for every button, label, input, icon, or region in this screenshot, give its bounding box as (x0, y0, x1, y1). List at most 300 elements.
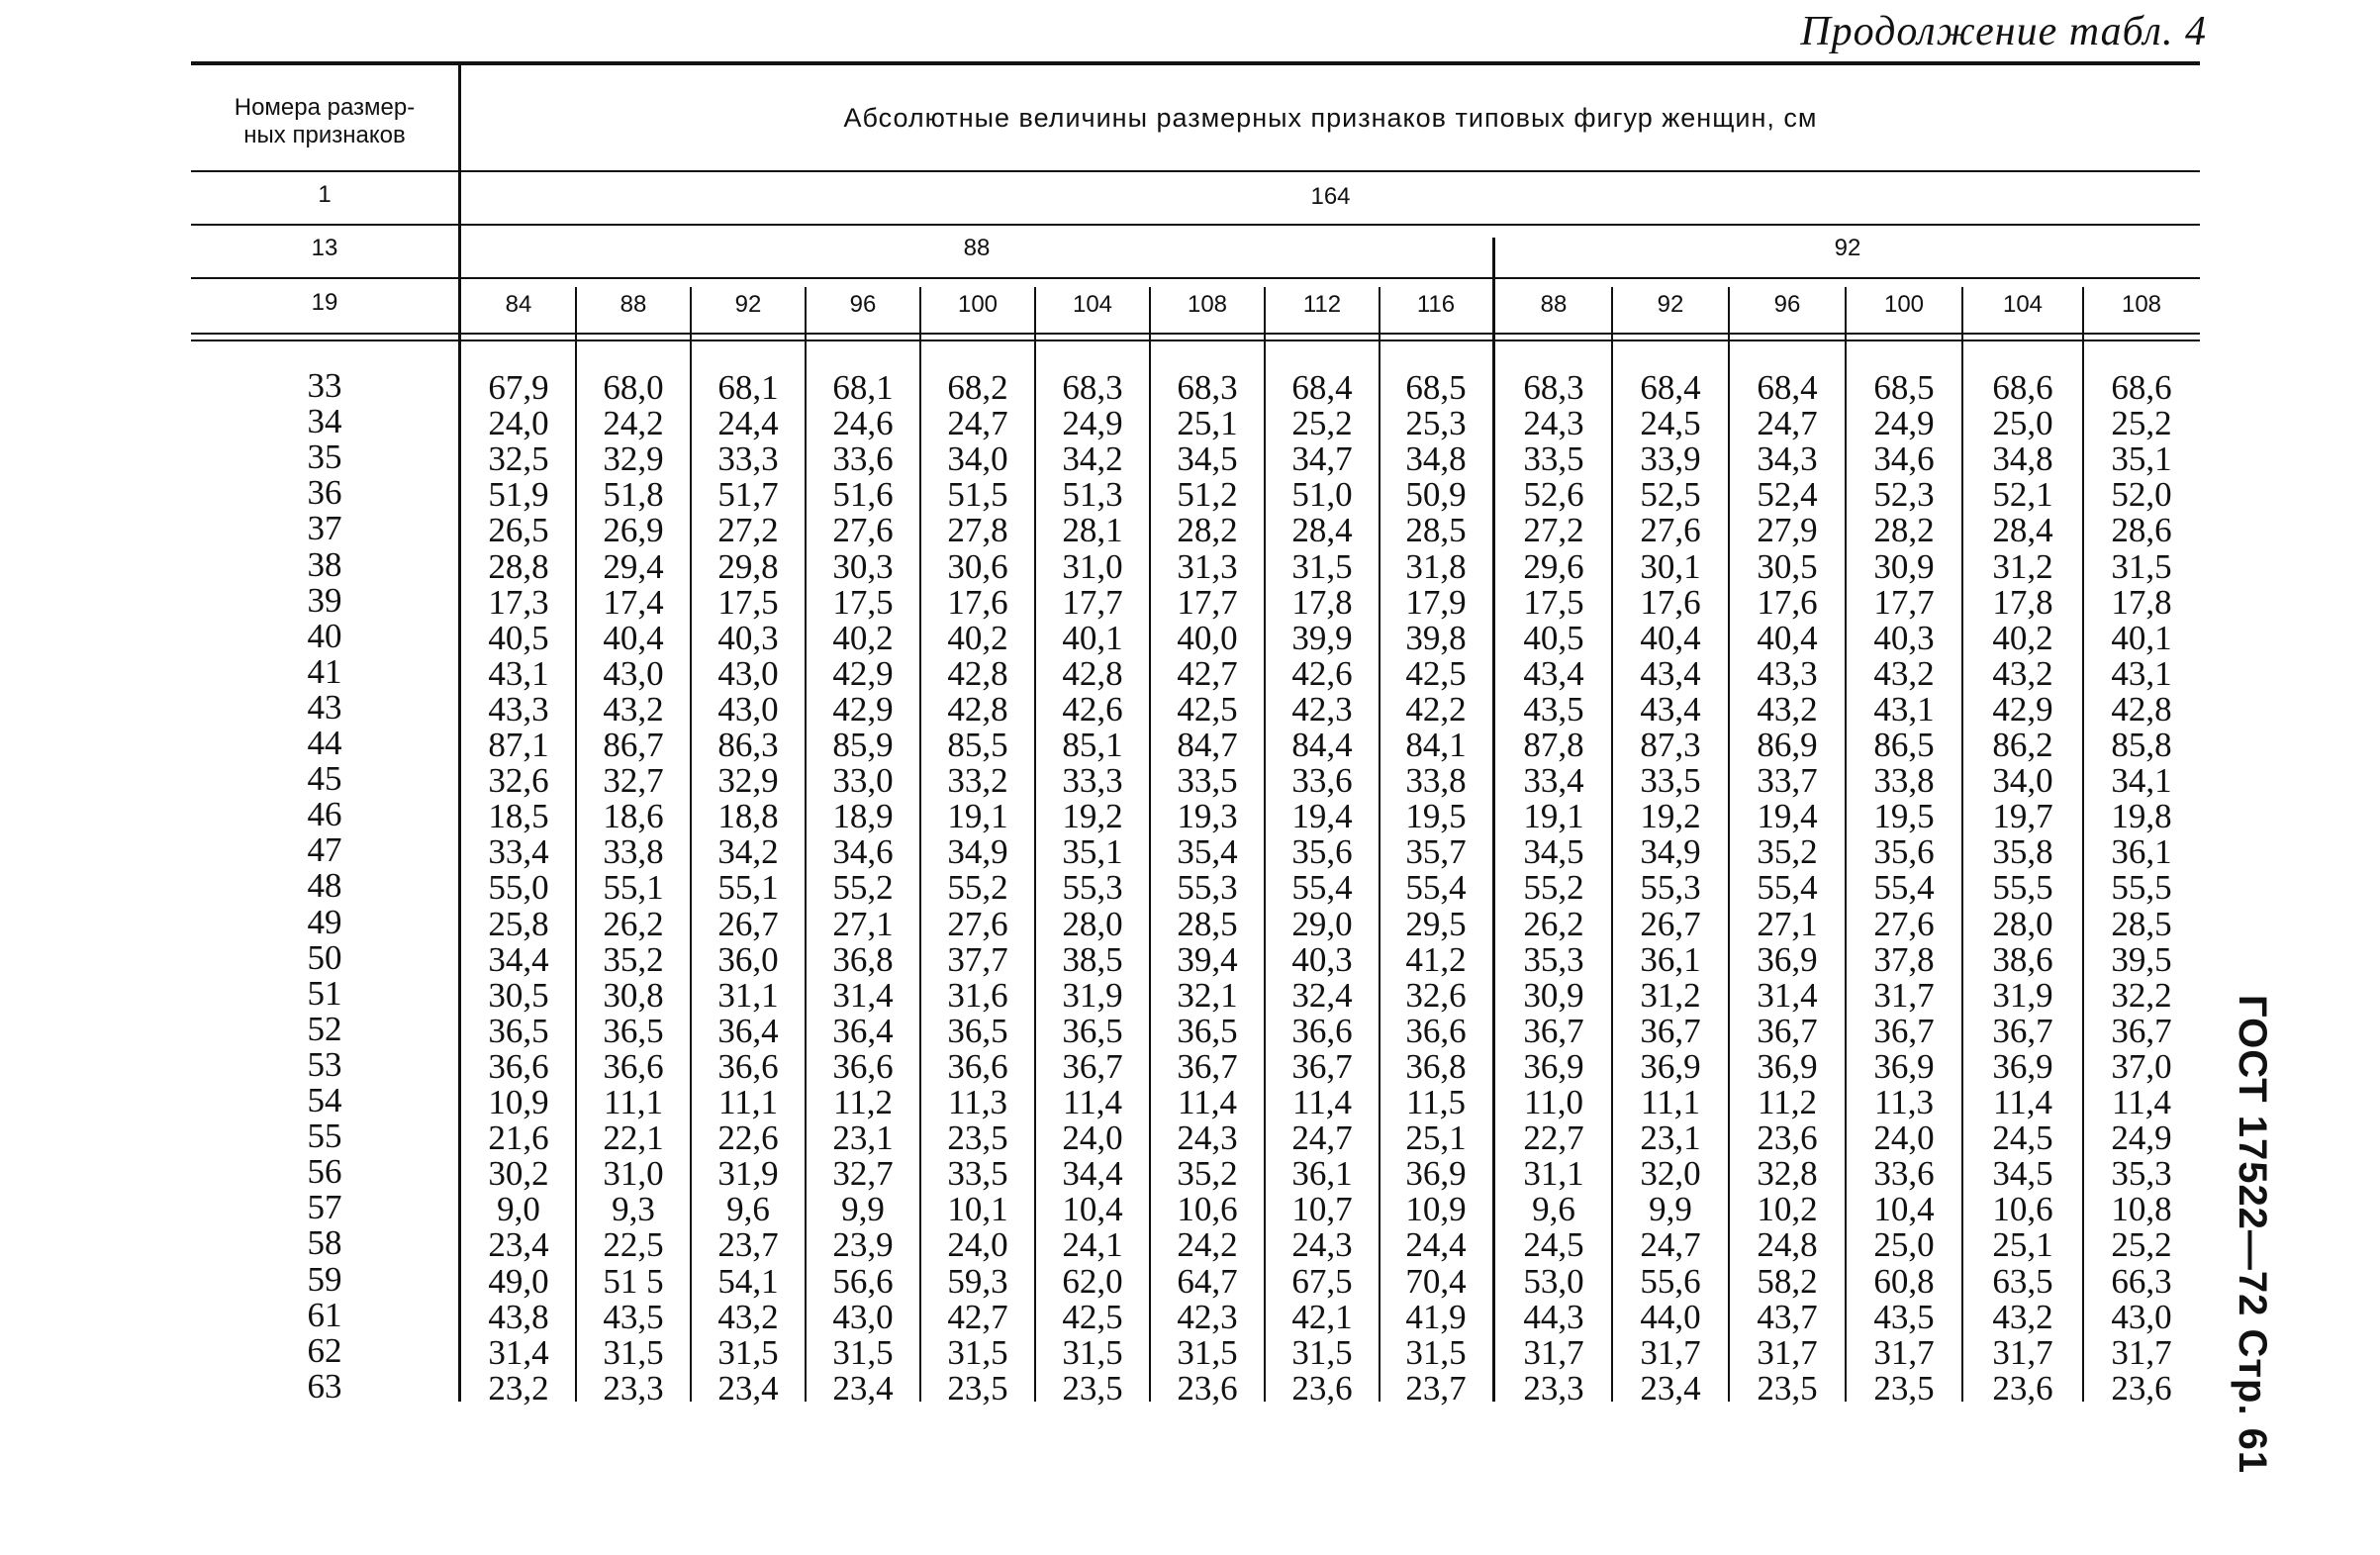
table-cell: 33,7 (1757, 761, 1818, 801)
table-cell: 68,1 (832, 368, 894, 407)
table-cell: 36,5 (1177, 1011, 1238, 1050)
table-cell: 11,0 (1524, 1083, 1583, 1121)
table-cell: 53,0 (1523, 1261, 1584, 1301)
table-cell: 27,1 (832, 904, 894, 943)
table-cell: 24,2 (1177, 1225, 1238, 1265)
table-cell: 36,9 (1405, 1154, 1467, 1194)
table-cell: 31,9 (1992, 975, 2053, 1015)
table-cell: 85,1 (1062, 726, 1123, 764)
table-cell: 18,5 (488, 797, 549, 836)
table-cell: 17,3 (488, 582, 549, 622)
table-cell: 38,6 (1992, 939, 2053, 979)
table-cell: 52,0 (2111, 475, 2172, 515)
table-cell: 26,2 (603, 904, 664, 943)
table-cell: 40,5 (1523, 618, 1584, 657)
table-cell: 31,5 (717, 1332, 779, 1372)
table-cell: 51 5 (603, 1261, 664, 1301)
table-cell: 26,9 (603, 511, 664, 550)
table-cell: 11,4 (1292, 1083, 1352, 1121)
table-cell: 25,3 (1405, 404, 1467, 443)
table-cell: 86,9 (1757, 726, 1818, 764)
table-cell: 31,5 (1291, 546, 1353, 586)
table-cell: 24,3 (1291, 1225, 1353, 1265)
table-cell: 31,4 (1757, 975, 1818, 1015)
table-cell: 59,3 (947, 1261, 1008, 1301)
table-cell: 24,2 (603, 404, 664, 443)
table-cell: 23,6 (1757, 1118, 1818, 1158)
table-cell: 19,4 (1757, 797, 1818, 836)
table-cell: 31,7 (1992, 1332, 2053, 1372)
table-cell: 10,9 (488, 1083, 549, 1121)
table-cell: 33,0 (832, 761, 894, 801)
column-header: 112 (1302, 291, 1342, 318)
table-cell: 38,5 (1062, 939, 1123, 979)
table-cell: 43,3 (1757, 653, 1818, 693)
table-cell: 17,5 (832, 582, 894, 622)
table-cell: 36,4 (832, 1011, 894, 1050)
table-cell: 62,0 (1062, 1261, 1123, 1301)
table-cell: 27,8 (947, 511, 1008, 550)
table-cell: 40,2 (947, 618, 1008, 657)
table-cell: 28,5 (1405, 511, 1467, 550)
table-cell: 40,3 (717, 618, 779, 657)
table-cell: 40,3 (1291, 939, 1353, 979)
table-cell: 86,5 (1873, 726, 1935, 764)
table-cell: 31,3 (1177, 546, 1238, 586)
table-cell: 27,9 (1757, 511, 1818, 550)
table-cell: 36,9 (1523, 1046, 1584, 1086)
table-cell: 23,1 (832, 1118, 894, 1158)
table-cell: 85,8 (2111, 726, 2172, 764)
table-cell: 27,6 (832, 511, 894, 550)
table-cell: 33,5 (1177, 761, 1238, 801)
table-cell: 43,2 (1992, 1297, 2053, 1336)
table-cell: 26,2 (1523, 904, 1584, 943)
table-cell: 23,7 (1405, 1368, 1467, 1408)
table-cell: 35,3 (2111, 1154, 2172, 1194)
table-cell: 22,6 (717, 1118, 779, 1158)
row-number: 51 (307, 973, 342, 1013)
table-cell: 68,4 (1757, 368, 1818, 407)
table-cell: 87,8 (1523, 726, 1584, 764)
table-cell: 29,8 (717, 546, 779, 586)
table-cell: 11,4 (1063, 1083, 1122, 1121)
row-number: 57 (307, 1188, 342, 1227)
table-cell: 10,1 (947, 1190, 1008, 1229)
table-cell: 32,5 (488, 439, 549, 479)
table-cell: 11,4 (1178, 1083, 1237, 1121)
table-cell: 27,6 (1640, 511, 1701, 550)
main-title: Абсолютные величины размерных признаков типовых фигур женщин, см (843, 103, 1818, 133)
table-cell: 10,6 (1177, 1190, 1238, 1229)
table-cell: 35,7 (1405, 832, 1467, 872)
table-cell: 36,6 (1405, 1011, 1467, 1050)
table-cell: 43,2 (1873, 653, 1935, 693)
column-header: 100 (1883, 291, 1925, 318)
row-number: 56 (307, 1152, 342, 1192)
table-cell: 11,5 (1406, 1083, 1466, 1121)
table-cell: 68,5 (1873, 368, 1935, 407)
table-cell: 55,0 (488, 868, 549, 908)
table-cell: 36,9 (1640, 1046, 1701, 1086)
table-cell: 40,2 (832, 618, 894, 657)
table-cell: 42,8 (1062, 653, 1123, 693)
table-cell: 54,1 (717, 1261, 779, 1301)
table-cell: 58,2 (1757, 1261, 1818, 1301)
table-cell: 27,6 (947, 904, 1008, 943)
table-cell: 36,7 (1523, 1011, 1584, 1050)
table-cell: 31,0 (1062, 546, 1123, 586)
row-number: 53 (307, 1044, 342, 1084)
table-cell: 17,9 (1405, 582, 1467, 622)
table-cell: 35,3 (1523, 939, 1584, 979)
table-cell: 34,5 (1523, 832, 1584, 872)
table-cell: 24,0 (1062, 1118, 1123, 1158)
table-cell: 10,4 (1062, 1190, 1123, 1229)
table-cell: 42,8 (947, 653, 1008, 693)
table-cell: 23,4 (1640, 1368, 1701, 1408)
table-cell: 18,9 (832, 797, 894, 836)
table-cell: 43,2 (1992, 653, 2053, 693)
table-cell: 37,8 (1873, 939, 1935, 979)
table-cell: 36,7 (1873, 1011, 1935, 1050)
row-number: 62 (307, 1330, 342, 1370)
table-cell: 40,0 (1177, 618, 1238, 657)
table-cell: 43,0 (2111, 1297, 2172, 1336)
row-number: 47 (307, 830, 342, 870)
table-cell: 31,4 (832, 975, 894, 1015)
table-cell: 33,4 (488, 832, 549, 872)
table-cell: 67,9 (488, 368, 549, 407)
table-cell: 43,5 (1523, 689, 1584, 729)
table-cell: 24,4 (717, 404, 779, 443)
row-label-title: Номера размер- ных признаков (234, 94, 416, 148)
table-cell: 27,2 (717, 511, 779, 550)
header-rule (191, 340, 2200, 341)
table-cell: 24,9 (1062, 404, 1123, 443)
table-cell: 55,5 (2111, 868, 2172, 908)
table-cell: 29,0 (1291, 904, 1353, 943)
table-cell: 68,3 (1062, 368, 1123, 407)
table-cell: 36,9 (1992, 1046, 2053, 1086)
table-cell: 34,0 (1992, 761, 2053, 801)
row-number: 54 (307, 1081, 342, 1119)
table-cell: 40,2 (1992, 618, 2053, 657)
table-cell: 33,5 (947, 1154, 1008, 1194)
table-cell: 35,8 (1992, 832, 2053, 872)
table-cell: 23,1 (1640, 1118, 1701, 1158)
row-number: 43 (307, 687, 342, 727)
table-cell: 9,0 (497, 1190, 540, 1229)
table-cell: 36,7 (2111, 1011, 2172, 1050)
table-cell: 33,4 (1523, 761, 1584, 801)
table-cell: 23,4 (832, 1368, 894, 1408)
table-cell: 44,3 (1523, 1297, 1584, 1336)
table-cell: 28,1 (1062, 511, 1123, 550)
table-cell: 31,5 (947, 1332, 1008, 1372)
table-cell: 42,7 (1177, 653, 1238, 693)
table-cell: 43,4 (1640, 653, 1701, 693)
table-cell: 31,6 (947, 975, 1008, 1015)
table-cell: 24,0 (1873, 1118, 1935, 1158)
table-cell: 19,5 (1405, 797, 1467, 836)
table-cell: 10,7 (1291, 1190, 1353, 1229)
table-cell: 10,9 (1405, 1190, 1467, 1229)
table-cell: 11,2 (833, 1083, 893, 1121)
height-value: 164 (1310, 183, 1351, 210)
table-cell: 27,1 (1757, 904, 1818, 943)
top-rule (191, 61, 2200, 65)
table-cell: 33,3 (1062, 761, 1123, 801)
table-cell: 31,7 (1873, 1332, 1935, 1372)
table-cell: 9,6 (726, 1190, 770, 1229)
table-cell: 42,6 (1062, 689, 1123, 729)
table-cell: 34,8 (1405, 439, 1467, 479)
table-cell: 84,4 (1291, 726, 1353, 764)
table-cell: 28,8 (488, 546, 549, 586)
table-cell: 26,5 (488, 511, 549, 550)
table-cell: 36,6 (488, 1046, 549, 1086)
table-cell: 32,9 (717, 761, 779, 801)
table-cell: 31,9 (717, 1154, 779, 1194)
table-cell: 23,5 (1062, 1368, 1123, 1408)
table-cell: 28,5 (1177, 904, 1238, 943)
table-cell: 34,6 (832, 832, 894, 872)
table-cell: 40,1 (2111, 618, 2172, 657)
table-cell: 68,2 (947, 368, 1008, 407)
row-number: 48 (307, 866, 342, 906)
table-cell: 17,6 (1640, 582, 1701, 622)
table-cell: 24,9 (2111, 1118, 2172, 1158)
table-cell: 64,7 (1177, 1261, 1238, 1301)
table-cell: 36,5 (947, 1011, 1008, 1050)
table-cell: 24,7 (1757, 404, 1818, 443)
table-cell: 43,5 (1873, 1297, 1935, 1336)
table-cell: 31,5 (1177, 1332, 1238, 1372)
table-cell: 36,9 (1757, 939, 1818, 979)
table-cell: 31,7 (1523, 1332, 1584, 1372)
table-cell: 52,4 (1757, 475, 1818, 515)
table-cell: 42,5 (1405, 653, 1467, 693)
table-cell: 9,9 (1649, 1190, 1692, 1229)
table-cell: 27,6 (1873, 904, 1935, 943)
table-cell: 31,4 (488, 1332, 549, 1372)
table-cell: 34,4 (488, 939, 549, 979)
table-cell: 36,6 (947, 1046, 1008, 1086)
table-cell: 32,6 (488, 761, 549, 801)
table-cell: 30,8 (603, 975, 664, 1015)
row-number: 46 (307, 795, 342, 834)
table-cell: 36,5 (488, 1011, 549, 1050)
table-cell: 84,7 (1177, 726, 1238, 764)
table-cell: 33,3 (717, 439, 779, 479)
table-cell: 85,9 (832, 726, 894, 764)
table-cell: 17,8 (1992, 582, 2053, 622)
table-cell: 42,7 (947, 1297, 1008, 1336)
table-cell: 43,3 (488, 689, 549, 729)
row-number: 34 (307, 402, 342, 441)
table-cell: 36,6 (603, 1046, 664, 1086)
table-cell: 36,7 (1992, 1011, 2053, 1050)
table-cell: 36,6 (832, 1046, 894, 1086)
table-cell: 43,7 (1757, 1297, 1818, 1336)
table-cell: 55,3 (1640, 868, 1701, 908)
table-cell: 87,1 (488, 726, 549, 764)
table-cell: 31,7 (1757, 1332, 1818, 1372)
table-cell: 43,4 (1523, 653, 1584, 693)
column-header: 92 (1657, 291, 1684, 318)
table-cell: 28,2 (1177, 511, 1238, 550)
table-cell: 24,7 (1291, 1118, 1353, 1158)
column-header: 92 (734, 291, 762, 318)
table-cell: 35,6 (1873, 832, 1935, 872)
table-cell: 25,8 (488, 904, 549, 943)
row-number: 50 (307, 937, 342, 977)
table-cell: 36,5 (1062, 1011, 1123, 1050)
row-number: 33 (307, 366, 342, 405)
table-cell: 18,6 (603, 797, 664, 836)
table-cell: 11,3 (948, 1083, 1007, 1121)
table-cell: 24,1 (1062, 1225, 1123, 1265)
table-cell: 36,1 (1291, 1154, 1353, 1194)
table-cell: 42,9 (832, 689, 894, 729)
feature-13-label: 13 (311, 235, 338, 261)
table-cell: 19,7 (1992, 797, 2053, 836)
header-rule (191, 333, 2200, 335)
table-cell: 60,8 (1873, 1261, 1935, 1301)
table-cell: 17,6 (1757, 582, 1818, 622)
table-cell: 26,7 (717, 904, 779, 943)
table-cell: 36,1 (1640, 939, 1701, 979)
table-cell: 28,2 (1873, 511, 1935, 550)
table-cell: 37,0 (2111, 1046, 2172, 1086)
table-cell: 25,1 (1177, 404, 1238, 443)
table-cell: 34,0 (947, 439, 1008, 479)
table-cell: 31,5 (603, 1332, 664, 1372)
table-cell: 33,5 (1640, 761, 1701, 801)
table-cell: 51,8 (603, 475, 664, 515)
column-header: 108 (2121, 291, 2162, 318)
table-cell: 27,2 (1523, 511, 1584, 550)
table-cell: 42,2 (1405, 689, 1467, 729)
table-cell: 31,5 (1405, 1332, 1467, 1372)
table-cell: 32,8 (1757, 1154, 1818, 1194)
table-cell: 21,6 (488, 1118, 549, 1158)
table-cell: 55,1 (603, 868, 664, 908)
table-cell: 17,4 (603, 582, 664, 622)
table-cell: 42,3 (1291, 689, 1353, 729)
table-cell: 55,3 (1177, 868, 1238, 908)
row-number: 59 (307, 1259, 342, 1299)
table-cell: 17,6 (947, 582, 1008, 622)
table-cell: 9,6 (1532, 1190, 1575, 1229)
table-cell: 43,0 (832, 1297, 894, 1336)
table-cell: 19,1 (947, 797, 1008, 836)
table-cell: 32,7 (832, 1154, 894, 1194)
table-cell: 30,5 (488, 975, 549, 1015)
group-b-value: 92 (1834, 235, 1861, 261)
table-cell: 34,7 (1291, 439, 1353, 479)
table-cell: 28,0 (1062, 904, 1123, 943)
table-cell: 43,0 (717, 689, 779, 729)
table-cell: 66,3 (2111, 1261, 2172, 1301)
table-cell: 68,0 (603, 368, 664, 407)
table-cell: 10,6 (1992, 1190, 2053, 1229)
table-cell: 22,7 (1523, 1118, 1584, 1158)
column-header: 104 (1072, 291, 1113, 318)
table-cell: 41,9 (1405, 1297, 1467, 1336)
table-cell: 11,2 (1758, 1083, 1817, 1121)
table-cell: 36,8 (832, 939, 894, 979)
header-rule (191, 277, 2200, 279)
table-cell: 17,5 (717, 582, 779, 622)
table-cell: 9,9 (841, 1190, 885, 1229)
header-rule (191, 170, 2200, 172)
table-cell: 24,5 (1992, 1118, 2053, 1158)
side-label: ГОСТ 17522—72 Стр. 61 (2231, 995, 2274, 1475)
table-cell: 29,6 (1523, 546, 1584, 586)
table-cell: 34,4 (1062, 1154, 1123, 1194)
row-number: 61 (307, 1295, 342, 1334)
table-cell: 17,8 (1291, 582, 1353, 622)
table-cell: 31,5 (2111, 546, 2172, 586)
table-cell: 32,9 (603, 439, 664, 479)
table-cell: 36,1 (2111, 832, 2172, 872)
table-cell: 42,9 (832, 653, 894, 693)
table-cell: 28,4 (1992, 511, 2053, 550)
header-rule (191, 224, 2200, 226)
table-cell: 68,3 (1523, 368, 1584, 407)
group-a-value: 88 (963, 235, 991, 261)
table-cell: 10,4 (1873, 1190, 1935, 1229)
column-header: 96 (849, 291, 877, 318)
table-cell: 25,0 (1992, 404, 2053, 443)
table-cell: 55,1 (717, 868, 779, 908)
table-cell: 43,1 (2111, 653, 2172, 693)
table-cell: 55,4 (1291, 868, 1353, 908)
table-cell: 23,5 (947, 1118, 1008, 1158)
table-cell: 34,3 (1757, 439, 1818, 479)
table-cell: 28,4 (1291, 511, 1353, 550)
table-cell: 87,3 (1640, 726, 1701, 764)
row-number: 38 (307, 544, 342, 584)
table-cell: 24,3 (1177, 1118, 1238, 1158)
table-cell: 35,1 (1062, 832, 1123, 872)
table-cell: 68,1 (717, 368, 779, 407)
table-cell: 51,0 (1291, 475, 1353, 515)
table-cell: 40,4 (1757, 618, 1818, 657)
table-cell: 23,3 (603, 1368, 664, 1408)
table-cell: 19,3 (1177, 797, 1238, 836)
table-cell: 55,6 (1640, 1261, 1701, 1301)
table-cell: 33,2 (947, 761, 1008, 801)
table-cell: 39,4 (1177, 939, 1238, 979)
table-cell: 39,5 (2111, 939, 2172, 979)
table-cell: 52,6 (1523, 475, 1584, 515)
table-cell: 34,9 (947, 832, 1008, 872)
table-cell: 9,3 (612, 1190, 655, 1229)
table-cell: 23,9 (832, 1225, 894, 1265)
continuation-label: Продолжение табл. 4 (1800, 9, 2207, 54)
table-cell: 55,2 (947, 868, 1008, 908)
table-cell: 31,7 (2111, 1332, 2172, 1372)
table-cell: 36,9 (1873, 1046, 1935, 1086)
table-cell: 33,8 (1405, 761, 1467, 801)
table-cell: 33,6 (1291, 761, 1353, 801)
table-cell: 51,3 (1062, 475, 1123, 515)
table-cell: 24,4 (1405, 1225, 1467, 1265)
row-number: 35 (307, 437, 342, 477)
